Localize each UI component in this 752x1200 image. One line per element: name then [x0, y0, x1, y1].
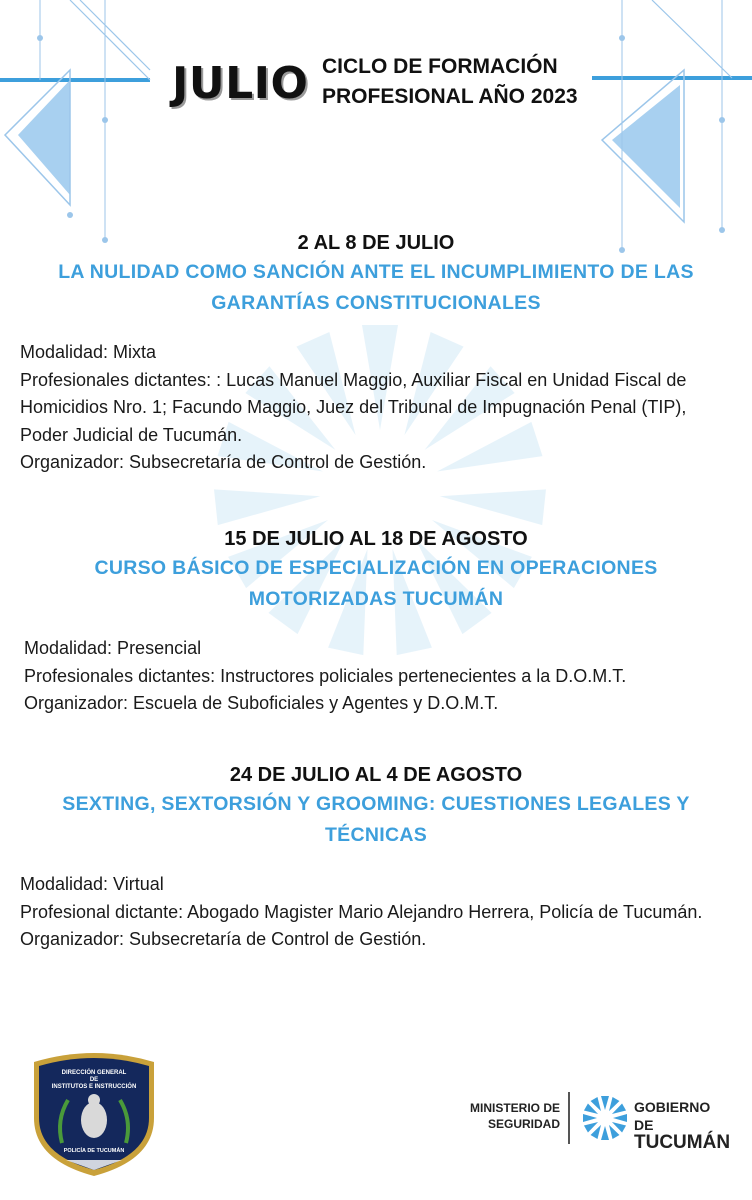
- course-organizador: Organizador: Subsecretaría de Control de Gestión.: [20, 929, 427, 949]
- ministerio-line2: SEGURIDAD: [487, 1117, 560, 1131]
- course-organizador: Organizador: Escuela de Suboficiales y Agentes y D.O.M.T.: [24, 693, 499, 713]
- course-details: [20, 339, 732, 477]
- right-geometric-decoration: [592, 0, 752, 260]
- gobierno-line1: GOBIERNO DE: [634, 1099, 711, 1133]
- logo-divider: [568, 1092, 570, 1144]
- ministerio-logo-text: [470, 1100, 560, 1132]
- badge-text-line2: DE: [89, 1077, 99, 1083]
- course-block-2: [0, 528, 752, 718]
- course-profesionales: Profesionales dictantes: Instructores policiales pertenecientes a la D.O.M.T.: [24, 665, 627, 686]
- course-block-1: [0, 232, 752, 477]
- institutos-badge-logo: [26, 1048, 162, 1180]
- course-date: 2 AL 8 DE JULIO: [297, 232, 455, 254]
- cycle-title: [322, 52, 578, 112]
- course-organizador: Organizador: Subsecretaría de Control de Gestión.: [20, 452, 427, 472]
- badge-text-line1: DIRECCIÓN GENERAL: [61, 1070, 127, 1076]
- course-profesionales: Profesional dictante: Abogado Magister Mario Alejandro Herrera, Policía de Tucumán.: [20, 901, 703, 922]
- course-details: [24, 635, 734, 718]
- month-heading: JULIO: [172, 58, 309, 109]
- badge-text-line3: INSTITUTOS E INSTRUCCIÓN: [51, 1084, 137, 1090]
- course-date: 24 DE JULIO AL 4 DE AGOSTO: [229, 764, 523, 786]
- course-date: 15 DE JULIO AL 18 DE AGOSTO: [224, 528, 528, 550]
- course-profesionales: Profesionales dictantes: : Lucas Manuel Maggio, Auxiliar Fiscal en Unidad Fiscal de Homicidios Nro. 1; Facundo Maggio, Juez del Tribunal de Impugnación Penal (TIP), Poder Judicial de Tucumán.: [20, 369, 687, 445]
- government-logos: [470, 1090, 731, 1153]
- gobierno-sun-icon: [580, 1092, 630, 1144]
- course-modalidad: Modalidad: Mixta: [20, 342, 157, 362]
- cycle-title-line2: PROFESIONAL AÑO 2023: [322, 85, 578, 108]
- gobierno-logo-text: [634, 1098, 730, 1152]
- course-block-3: [0, 764, 752, 954]
- left-geometric-decoration: [0, 0, 160, 250]
- course-title: CURSO BÁSICO DE ESPECIALIZACIÓN EN OPERACIONES MOTORIZADAS TUCUMÁN: [94, 557, 658, 610]
- course-title: LA NULIDAD COMO SANCIÓN ANTE EL INCUMPLIMIENTO DE LAS GARANTÍAS CONSTITUCIONALES: [58, 261, 694, 314]
- course-details: [20, 871, 720, 954]
- course-modalidad: Modalidad: Presencial: [24, 638, 202, 658]
- gobierno-line2: TUCUMÁN: [634, 1132, 731, 1153]
- ministerio-line1: MINISTERIO DE: [470, 1101, 561, 1115]
- badge-text-line4: POLICÍA DE TUCUMÁN: [63, 1148, 125, 1154]
- course-title: SEXTING, SEXTORSIÓN Y GROOMING: CUESTIONES LEGALES Y TÉCNICAS: [62, 793, 690, 846]
- cycle-title-line1: CICLO DE FORMACIÓN: [322, 55, 558, 78]
- course-modalidad: Modalidad: Virtual: [20, 874, 164, 894]
